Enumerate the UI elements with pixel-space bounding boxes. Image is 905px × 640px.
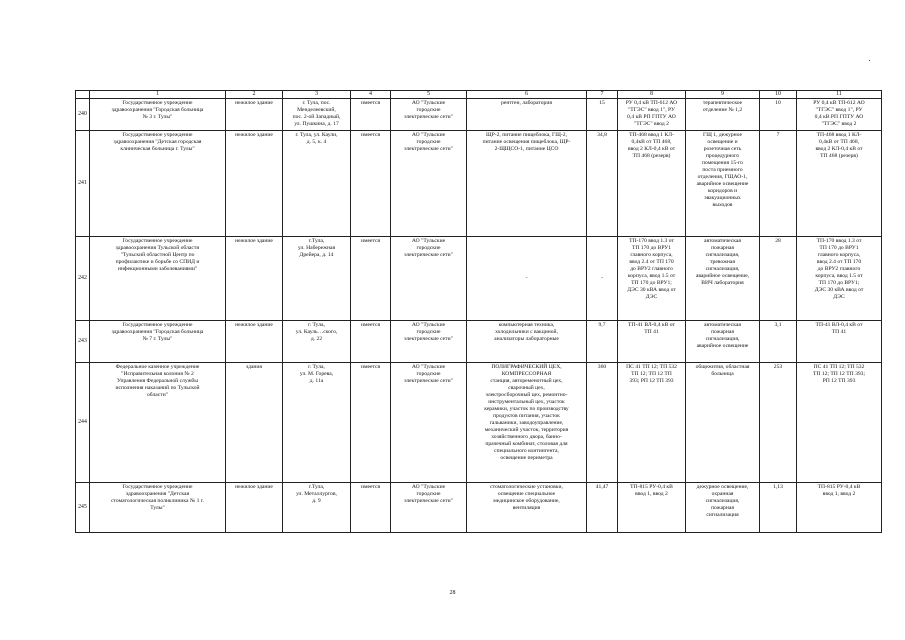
row-number: 244 xyxy=(76,363,90,483)
address: г. Тула, ул. Кауль…ского, д. 22 xyxy=(283,321,351,363)
object-type: нежилое здание xyxy=(226,483,283,533)
address: г. Тула, ул. М. Горева, д. 11а xyxy=(283,363,351,483)
header-cell: 10 xyxy=(760,91,797,99)
supply-source: ПС 41 ТП 12; ТП 532 ТП 12; ТП 12 ТП 393; РП 12 ТП 393 xyxy=(618,363,686,483)
backup-source: ТП-41 ВЛ-0,4 кВ от ТП 41 xyxy=(797,321,882,363)
header-row xyxy=(76,91,882,99)
header-cell: 4 xyxy=(351,91,391,99)
equipment: стоматологические установки, освещение специальное медицинское оборудование, вентиляция xyxy=(467,483,587,533)
power-value: 34,8 xyxy=(587,131,618,237)
grid-operator: АО "Тульские городские электрические сети" xyxy=(391,131,467,237)
header-cell: 2 xyxy=(226,91,283,99)
data-table xyxy=(75,90,882,533)
institution-name: Государственное учреждение здравоохранения "Городская больница № 3 г. Тулы" xyxy=(90,99,226,131)
table-row xyxy=(76,131,882,237)
critical-loads: автоматическая пожарная сигнализация, тревожная сигнализация, аварийное освещение, ВИЧ лаборатория xyxy=(686,237,760,321)
grid-operator: АО "Тульские городские электрические сети" xyxy=(391,237,467,321)
equipment: компьютерная техника, холодильники с вакциной, анализаторы лабораторные xyxy=(467,321,587,363)
grid-operator: АО "Тульские городские электрические сети" xyxy=(391,483,467,533)
row-number: 240 xyxy=(76,99,90,131)
object-type: здания xyxy=(226,363,283,483)
power-value: 9,7 xyxy=(587,321,618,363)
row-number: 243 xyxy=(76,321,90,363)
equipment: ПОЛИГРАФИЧЕСКИЙ ЦЕХ, КОМПРЕССОРНАЯ станция, автоременотный цех, сварочный цех, электросборочный цех, ремонтно- инструментальный цех, участок керамики, участок по производству продуктов питания, участок гальваники, заводоуправление, механический участок, территория хозяйственного двора, банно- прачечный комбинат, столовая для специального контингента, освещение периметра xyxy=(467,363,587,483)
header-cell: 5 xyxy=(391,91,467,99)
header-cell: 7 xyxy=(587,91,618,99)
address: г. Тула, ул. Каули, д. 5, к. 4 xyxy=(283,131,351,237)
row-number: 242 xyxy=(76,237,90,321)
backup-source: ТП-468 ввод 1 КЛ- 0,4кВ от ТП 468, ввод 2 КЛ-0,4 кВ от ТП 468 (резерв) xyxy=(797,131,882,237)
critical-power-value: 3,1 xyxy=(760,321,797,363)
equipment: - xyxy=(467,237,587,321)
object-type: нежилое здание xyxy=(226,131,283,237)
table-row xyxy=(76,237,882,321)
backup-source: ТП-815 РУ-0,4 кВ ввод 1, ввод 2 xyxy=(797,483,882,533)
object-type: нежилое здание xyxy=(226,99,283,131)
supply-source: ТП-170 ввод 1.3 от ТП 170 до ВРУ1 главного корпуса, ввод 2.4 от ТП 170 до ВРУ2 главного корпуса, ввод 1.5 от ТП 170 до ВРУ1; ДЭС 30 кВА ввод от ДЭС xyxy=(618,237,686,321)
power-value: 15 xyxy=(587,99,618,131)
power-value: 360 xyxy=(587,363,618,483)
row-number: 241 xyxy=(76,131,90,237)
supply-source: ТП-468 ввод 1 КЛ- 0,4кВ от ТП 468, ввод 2 КЛ-0,4 кВ от ТП 468 (резерв) xyxy=(618,131,686,237)
institution-name: Государственное учреждение здравоохранения "Детская стоматологическая поликлиника № 1 г. Тулы" xyxy=(90,483,226,533)
supply-source: РУ 0,4 кВ ТП-612 АО "ТГЭС" ввод 1", РУ 0,4 кВ РП ГПТУ АО "ТГЭС" ввод 2 xyxy=(618,99,686,131)
critical-power-value: 28 xyxy=(760,237,797,321)
supply-source: ТП-41 ВЛ-0,4 кВ от ТП 41 xyxy=(618,321,686,363)
row-number: 245 xyxy=(76,483,90,533)
page-number: 28 xyxy=(449,590,456,596)
critical-loads: общежития, областная больница xyxy=(686,363,760,483)
table-row xyxy=(76,321,882,363)
object-type: нежилое здание xyxy=(226,321,283,363)
header-cell: 6 xyxy=(467,91,587,99)
address: г.Тула, ул. Набережная Дрейера, д. 14 xyxy=(283,237,351,321)
availability: имеется xyxy=(351,483,391,533)
backup-source: ТП-170 ввод 1.3 от ТП 170 до ВРУ1 главного корпуса, ввод 2.4 от ТП 170 до ВРУ2 главного корпуса, ввод 1.5 от ТП 170 до ВРУ1; ДЭС 30 кВА ввод от ДЭС xyxy=(797,237,882,321)
critical-loads: ГЩ 1, дежурное освещение и розеточная сеть процедурного помещения 15-го поста приемного отделения, ГЩАО-1, аварийное освещение коридоров и эвакуационных выходов xyxy=(686,131,760,237)
header-cell: 9 xyxy=(686,91,760,99)
institution-name: Федеральное казенное учреждение "Исправительная колония № 2 Управления Федеральной службы исполнения наказаний по Тульской области" xyxy=(90,363,226,483)
institution-name: Государственное учреждение здравоохранения "Детская городская клиническая больница г. Тулы" xyxy=(90,131,226,237)
institution-name: Государственное учреждение здравоохранения "Городская больница № 7 г. Тулы" xyxy=(90,321,226,363)
availability: имеется xyxy=(351,237,391,321)
object-type: нежилое здание xyxy=(226,237,283,321)
table-row xyxy=(76,99,882,131)
critical-loads: терапевтическое отделение № 1,2 xyxy=(686,99,760,131)
header-cell: 1 xyxy=(90,91,226,99)
header-cell: 3 xyxy=(283,91,351,99)
header-cell-blank xyxy=(76,91,90,99)
institution-name: Государственное учреждение здравоохранения Тульской области "Тульский областной Центр по профилактике и борьбе со СПИД и инфекционными заболеваниями" xyxy=(90,237,226,321)
supply-source: ТП-815 РУ-0,4 кВ ввод 1, ввод 2 xyxy=(618,483,686,533)
scan-speck xyxy=(869,60,870,61)
table-row xyxy=(76,483,882,533)
critical-loads: дежурное освещение, охранная сигнализация, пожарная сигнализация xyxy=(686,483,760,533)
address: г.Тула, ул. Металлургов, д. 9 xyxy=(283,483,351,533)
critical-power-value: 1,13 xyxy=(760,483,797,533)
critical-loads: автоматическая пожарная сигнализация, аварийное освещение xyxy=(686,321,760,363)
critical-power-value: 10 xyxy=(760,99,797,131)
grid-operator: АО "Тульские городские электрические сети" xyxy=(391,321,467,363)
grid-operator: АО "Тульские городские электрические сети" xyxy=(391,363,467,483)
availability: имеется xyxy=(351,99,391,131)
availability: имеется xyxy=(351,131,391,237)
availability: имеется xyxy=(351,321,391,363)
grid-operator: АО "Тульские городские электрические сети" xyxy=(391,99,467,131)
header-cell: 11 xyxy=(797,91,882,99)
table-row xyxy=(76,363,882,483)
equipment: ЩР-2, питание пищеблока, ГЩ-2, питание освещения пищеблока, ЩР- 2-ЩЩСО-1, питание ЦСО xyxy=(467,131,587,237)
address: г. Тула, пос. Менделеевский, пос. 2-ой Западный, ул. Пушкина, д. 17 xyxy=(283,99,351,131)
equipment: рентген, лаборатория xyxy=(467,99,587,131)
header-cell: 8 xyxy=(618,91,686,99)
backup-source: РУ 0,4 кВ ТП-612 АО "ТГЭС" ввод 1", РУ 0,4 кВ РП ГПТУ АО "ТГЭС" ввод 2 xyxy=(797,99,882,131)
power-value: 41,47 xyxy=(587,483,618,533)
critical-power-value: 253 xyxy=(760,363,797,483)
critical-power-value: 7 xyxy=(760,131,797,237)
availability: имеется xyxy=(351,363,391,483)
backup-source: ПС 41 ТП 12; ТП 532 ТП 12; ТП 12 ТП 393; РП 12 ТП 393 xyxy=(797,363,882,483)
power-value: - xyxy=(587,237,618,321)
